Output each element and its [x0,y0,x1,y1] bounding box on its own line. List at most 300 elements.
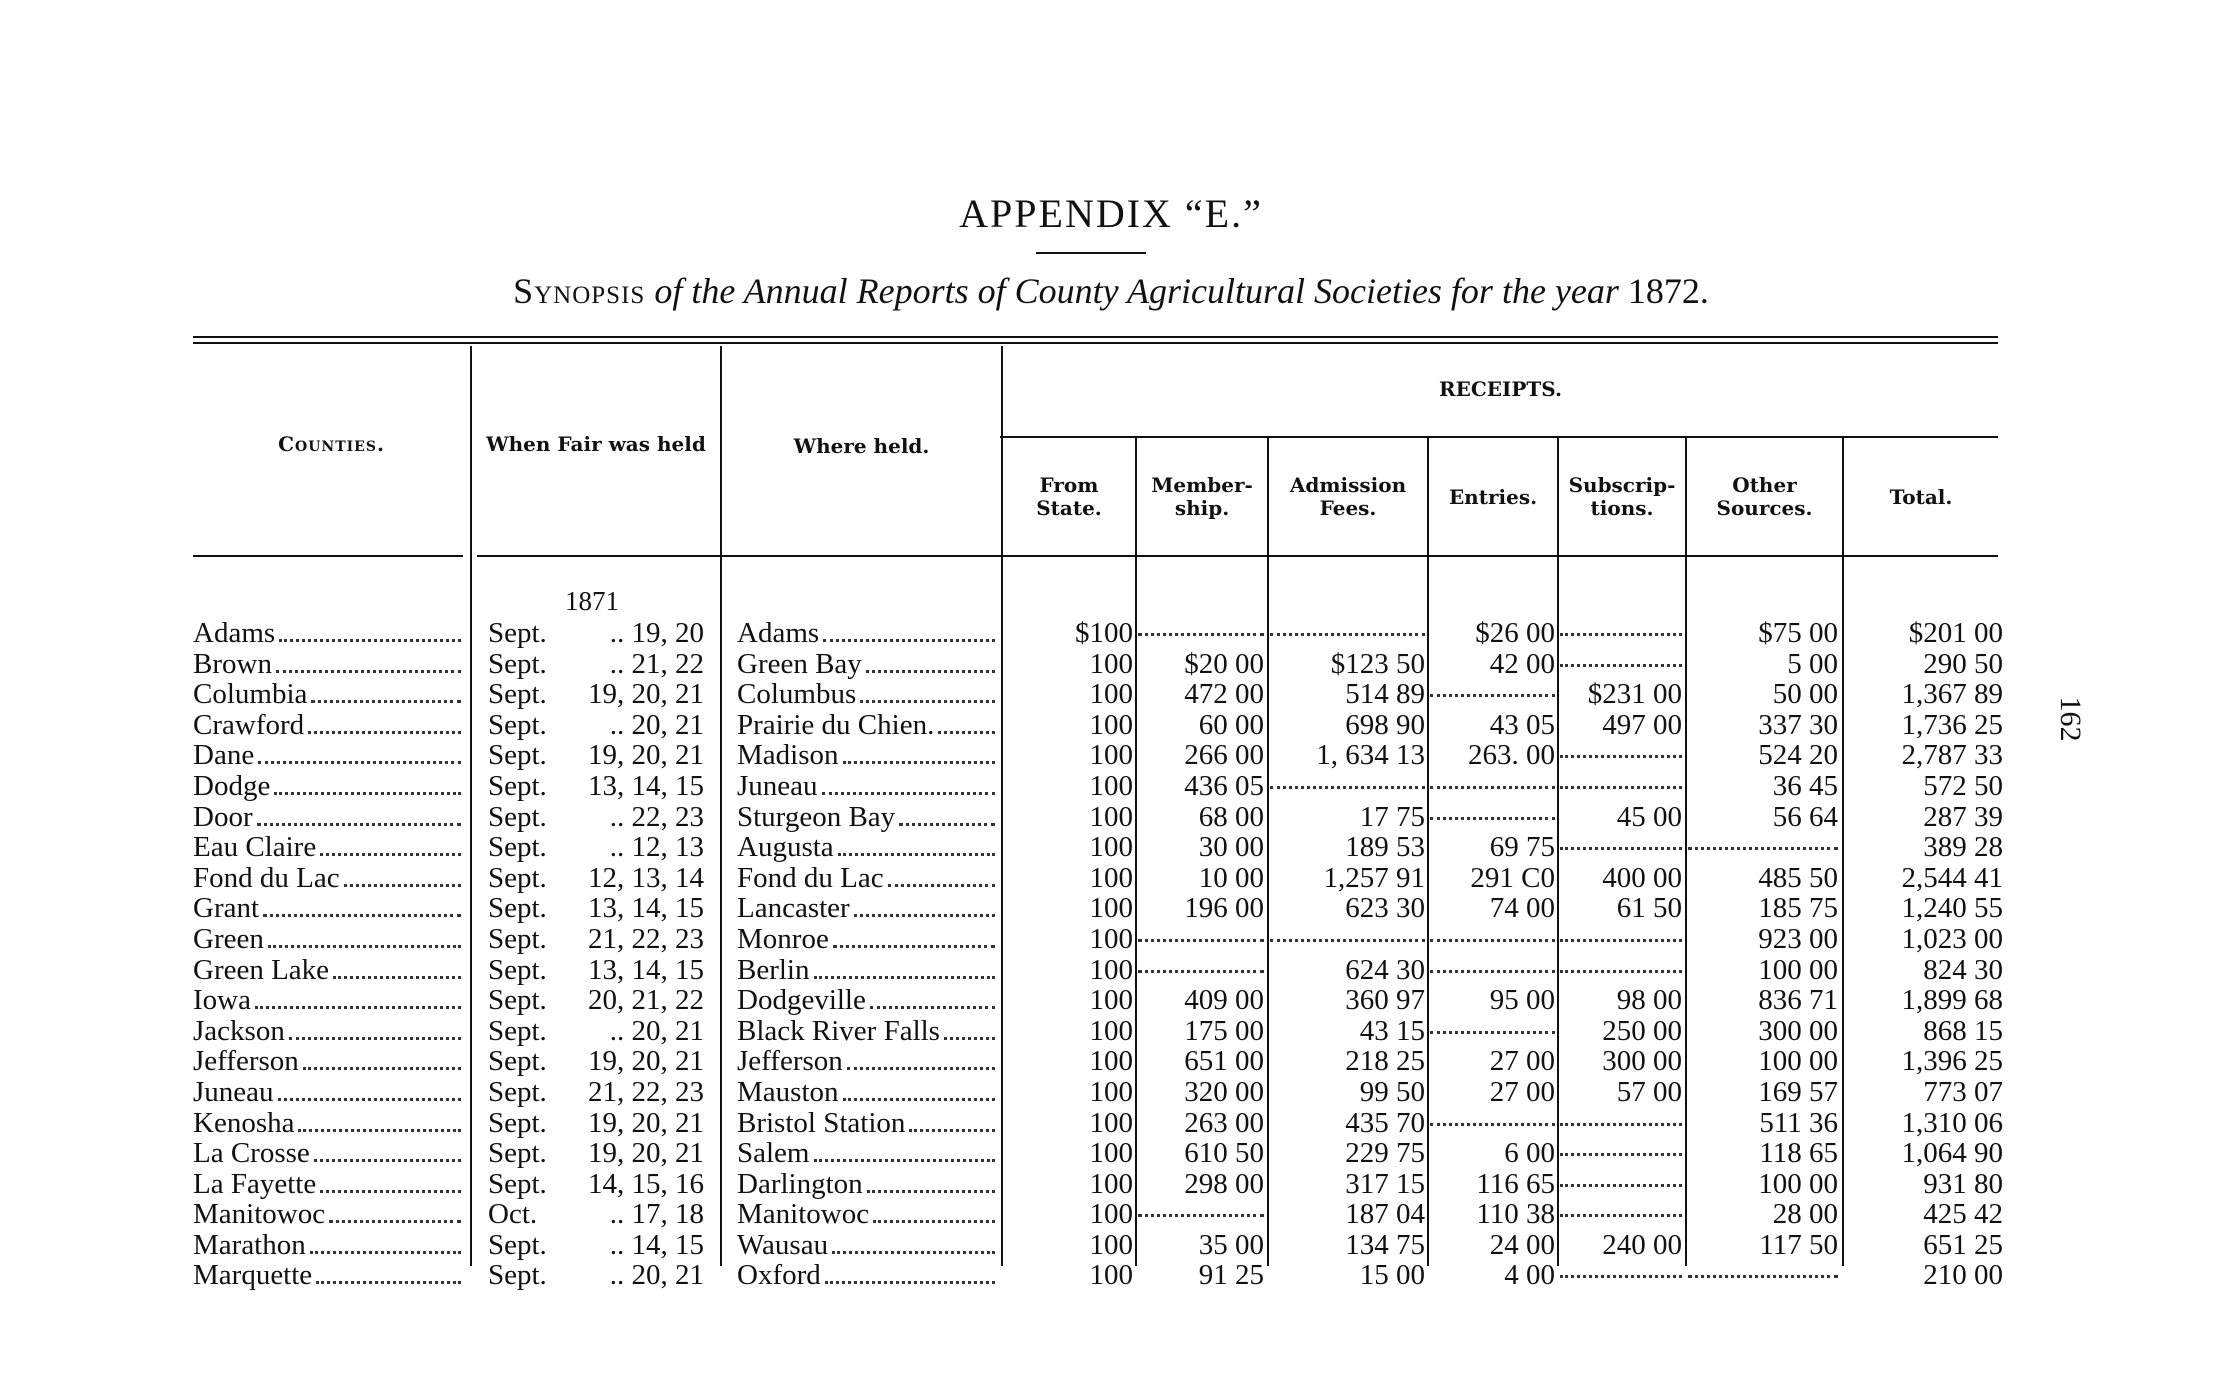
where-held-cell [737,832,999,864]
admission-cell: 43 15 [1359,1015,1425,1047]
header-other-line2: Sources. [1716,496,1813,520]
from-state-cell: 100 [1089,923,1133,955]
fair-month-cell: Sept. [488,1015,547,1047]
total-cell: 1,899 68 [1901,985,2003,1016]
header-admission-line1: Admission [1289,473,1407,497]
fair-days-cell: 13, 14, 15 [588,954,704,986]
table-row [0,863,2222,894]
subscriptions-cell-empty [1560,832,1682,863]
where-held-cell-text: Madison [737,740,839,772]
subscriptions-cell-empty [1560,1260,1682,1291]
from-state-cell: 100 [1089,1199,1133,1230]
membership-cell-empty [1138,924,1264,955]
fair-days-cell: 14, 15, 16 [588,1168,704,1200]
fair-days-cell: .. 14, 15 [609,1229,704,1261]
where-held-cell-text: Mauston [737,1076,839,1108]
where-held-cell [737,985,999,1017]
admission-cell: 17 75 [1359,801,1425,833]
other-sources-cell: 100 00 [1758,1168,1838,1200]
county-cell [193,924,465,956]
entries-cell: 27 00 [1489,1046,1555,1077]
where-held-cell-text: Lancaster [737,893,850,925]
membership-cell: 30 00 [1198,832,1264,863]
dot-leader [308,731,461,734]
county-cell-text: Kenosha [193,1107,295,1139]
fair-days-cell: .. 20, 21 [609,1015,704,1047]
fair-days-cell: 19, 20, 21 [588,1107,704,1139]
admission-cell: 99 50 [1359,1076,1425,1108]
table-row [0,1199,2222,1230]
admission-cell: 218 25 [1345,1046,1425,1077]
table-row [0,832,2222,863]
dot-leader [866,670,995,673]
from-state-cell: 100 [1089,801,1133,833]
header-membership [1137,474,1267,520]
entries-cell-empty [1430,1108,1555,1139]
total-cell: 1,064 90 [1901,1138,2003,1169]
fair-days-cell: .. 17, 18 [609,1199,704,1230]
where-held-cell [737,924,999,956]
subscriptions-cell: 300 00 [1602,1046,1682,1077]
from-state-cell: 100 [1089,1046,1133,1077]
fair-days-cell: .. 20, 21 [609,1260,704,1292]
where-held-cell [737,1108,999,1140]
county-cell [193,618,465,650]
dot-leader [873,1220,995,1223]
dot-leader [833,945,995,948]
where-held-cell [737,1138,999,1170]
fair-days-cell: 19, 20, 21 [588,679,704,710]
fair-month-cell: Oct. [488,1199,538,1230]
admission-cell-empty [1270,618,1425,649]
table-top-rule [193,336,1998,338]
where-held-cell [737,740,999,772]
dot-leader [822,792,995,795]
entries-cell: 69 75 [1489,832,1555,863]
fair-days-cell: .. 21, 22 [609,648,704,680]
admission-cell: 1, 634 13 [1316,740,1425,771]
dot-leader [255,1006,461,1009]
header-counties: Counties. [278,432,385,456]
dot-leader [298,1129,461,1132]
subscriptions-cell-empty [1560,649,1682,680]
fair-month-cell: Sept. [488,862,547,894]
total-cell: 1,396 25 [1901,1046,2003,1077]
entries-cell-empty [1430,771,1555,802]
county-cell [193,1077,465,1109]
fair-month-cell: Sept. [488,954,547,986]
other-sources-cell: 185 75 [1758,893,1838,924]
subscriptions-cell-empty [1560,924,1682,955]
where-held-cell [737,893,999,925]
where-held-cell [737,955,999,987]
where-held-cell-text: Fond du Lac [737,862,884,894]
dot-leader [838,853,995,856]
where-held-cell [737,1077,999,1109]
county-cell-text: Brown [193,648,272,680]
title-underline [1036,252,1146,254]
header-entries: Entries. [1448,485,1538,509]
admission-cell: 189 53 [1345,832,1425,863]
where-held-cell-text: Augusta [737,832,834,864]
header-total: Total. [1889,485,1953,509]
fair-days-cell: 13, 14, 15 [588,770,704,802]
dot-leader [314,1159,461,1162]
other-sources-cell: 117 50 [1759,1229,1838,1261]
total-cell: 1,367 89 [1901,679,2003,710]
dot-leader [814,976,996,979]
admission-cell-empty [1270,771,1425,802]
entries-cell: 42 00 [1489,648,1555,680]
from-state-cell: 100 [1089,1076,1133,1108]
table-row [0,649,2222,680]
header-when-held: When Fair was held [486,432,706,456]
other-sources-cell: 169 57 [1758,1076,1838,1108]
header-subscriptions [1559,474,1685,520]
subtitle-italic: of the Annual Reports of County Agricultural Societies for the year [654,271,1619,311]
county-cell [193,1230,465,1262]
entries-cell: 6 00 [1504,1138,1555,1169]
membership-cell: 409 00 [1184,985,1264,1016]
county-cell-text: Manitowoc [193,1199,326,1231]
where-held-cell-text: Columbus [737,679,857,711]
total-cell: 773 07 [1923,1076,2003,1108]
membership-cell: 35 00 [1198,1229,1264,1261]
entries-cell-empty [1430,802,1555,833]
fair-month-cell: Sept. [488,1229,547,1261]
fair-days-cell: 19, 20, 21 [588,1046,704,1077]
fair-days-cell: 21, 22, 23 [588,923,704,955]
year-label: 1871 [565,586,619,616]
fair-days-cell: 20, 21, 22 [588,985,704,1016]
total-cell: 425 42 [1923,1199,2003,1230]
total-cell: 2,544 41 [1901,862,2003,894]
county-cell [193,1016,465,1048]
total-cell: 868 15 [1923,1015,2003,1047]
header-bottom-rule [477,555,1998,557]
total-cell: 389 28 [1923,832,2003,863]
admission-cell: 435 70 [1345,1107,1425,1139]
entries-cell: 291 C0 [1470,862,1555,894]
other-sources-cell: 118 65 [1759,1138,1838,1169]
county-cell-text: La Crosse [193,1138,310,1170]
where-held-cell [737,1046,999,1078]
county-cell [193,1108,465,1140]
subtitle-lead: Synopsis [513,271,646,311]
membership-cell: 68 00 [1198,801,1264,833]
membership-cell: 196 00 [1184,893,1264,924]
subscriptions-cell-empty [1560,618,1682,649]
total-cell: 2,787 33 [1901,740,2003,771]
table-row [0,955,2222,986]
where-held-cell [737,1260,999,1292]
total-cell: 1,736 25 [1901,709,2003,741]
dot-leader [843,1098,996,1101]
county-cell-text: Jefferson [193,1046,299,1078]
entries-cell: 116 65 [1476,1168,1555,1200]
fair-month-cell: Sept. [488,832,547,863]
county-cell [193,1138,465,1170]
subscriptions-cell-empty [1560,955,1682,986]
table-body [0,586,2222,1292]
from-state-cell: 100 [1089,893,1133,924]
county-cell [193,893,465,925]
where-held-cell-text: Bristol Station [737,1107,906,1139]
fair-month-cell: Sept. [488,1168,547,1200]
dot-leader [899,823,995,826]
dot-leader [257,823,461,826]
subscriptions-cell: 45 00 [1616,801,1682,833]
admission-cell: 360 97 [1345,985,1425,1016]
where-held-cell-text: Wausau [737,1229,829,1261]
where-held-cell-text: Berlin [737,954,810,986]
table-row [0,1169,2222,1200]
fair-month-cell: Sept. [488,770,547,802]
dot-leader [268,945,461,948]
dot-leader [909,1129,995,1132]
membership-cell: 10 00 [1198,862,1264,894]
receipts-underline [1000,436,1998,438]
table-row [0,893,2222,924]
dot-leader [263,914,461,917]
subscriptions-cell: $231 00 [1587,679,1682,710]
dot-leader [888,884,995,887]
county-cell-text: Columbia [193,679,308,711]
table-row [0,771,2222,802]
county-cell-text: Juneau [193,1076,274,1108]
header-from-state-line1: From [1039,473,1099,497]
admission-cell: 229 75 [1345,1138,1425,1169]
admission-cell: 187 04 [1345,1199,1425,1230]
from-state-cell: 100 [1089,954,1133,986]
dot-leader [823,639,995,642]
total-cell: 290 50 [1923,648,2003,680]
other-sources-cell: 5 00 [1787,648,1838,680]
header-membership-line2: ship. [1174,496,1230,520]
membership-cell: 320 00 [1184,1076,1264,1108]
from-state-cell: 100 [1089,985,1133,1016]
county-cell-text: La Fayette [193,1168,317,1200]
where-held-cell-text: Monroe [737,923,829,955]
subscriptions-cell: 250 00 [1602,1015,1682,1047]
from-state-cell: 100 [1089,1229,1133,1261]
table-row [0,679,2222,710]
dot-leader [316,1281,461,1284]
membership-cell: 610 50 [1184,1138,1264,1169]
fair-month-cell: Sept. [488,1076,547,1108]
other-sources-cell: $75 00 [1758,618,1838,649]
county-cell-text: Dane [193,740,255,772]
from-state-cell: 100 [1089,679,1133,710]
membership-cell: 266 00 [1184,740,1264,771]
dot-leader [276,670,461,673]
county-cell [193,740,465,772]
county-cell-text: Door [193,801,253,833]
where-held-cell-text: Black River Falls [737,1015,940,1047]
dot-leader [867,1190,995,1193]
dot-leader [860,700,995,703]
fair-month-cell: Sept. [488,709,547,741]
table-row [0,1260,2222,1291]
from-state-cell: 100 [1089,1168,1133,1200]
where-held-cell [737,802,999,834]
where-held-cell-text: Jefferson [737,1046,843,1078]
dot-leader [814,1159,996,1162]
fair-days-cell: 21, 22, 23 [588,1076,704,1108]
dot-leader [274,792,461,795]
from-state-cell: 100 [1089,1015,1133,1047]
table-row [0,985,2222,1016]
where-held-cell-text: Oxford [737,1260,821,1292]
where-held-cell-text: Prairie du Chien. [737,709,935,741]
where-held-cell [737,649,999,681]
appendix-title: APPENDIX “E.” [959,191,1263,236]
where-held-cell [737,679,999,711]
dot-leader [320,853,461,856]
membership-cell: 436 05 [1184,770,1264,802]
table-row [0,1016,2222,1047]
where-held-cell [737,863,999,895]
subscriptions-cell-empty [1560,1169,1682,1200]
subscriptions-cell: 497 00 [1602,709,1682,741]
fair-month-cell: Sept. [488,801,547,833]
fair-month-cell: Sept. [488,740,547,771]
other-sources-cell: 524 20 [1758,740,1838,771]
from-state-cell: $100 [1075,618,1133,649]
header-subscriptions-line2: tions. [1590,496,1654,520]
table-row [0,802,2222,833]
dot-leader [847,1067,995,1070]
county-cell [193,955,465,987]
admission-cell: 624 30 [1345,954,1425,986]
entries-cell-empty [1430,924,1555,955]
subtitle-year: 1872. [1627,271,1709,311]
fair-days-cell: 12, 13, 14 [588,862,704,894]
fair-month-cell: Sept. [488,679,547,710]
admission-cell: 698 90 [1345,709,1425,741]
entries-cell-empty [1430,955,1555,986]
header-admission-fees [1269,474,1427,520]
county-cell [193,832,465,864]
fair-days-cell: .. 12, 13 [609,832,704,863]
county-cell-text: Green Lake [193,954,330,986]
fair-days-cell: 13, 14, 15 [588,893,704,924]
other-sources-cell-empty [1688,832,1838,863]
membership-cell: 91 25 [1198,1260,1264,1292]
county-cell [193,1046,465,1078]
admission-cell-empty [1270,924,1425,955]
entries-cell: 95 00 [1489,985,1555,1016]
total-cell: 824 30 [1923,954,2003,986]
dot-leader [825,1281,995,1284]
dot-leader [311,700,461,703]
fair-month-cell: Sept. [488,893,547,924]
fair-month-cell: Sept. [488,1046,547,1077]
total-cell: 572 50 [1923,770,2003,802]
where-held-cell-text: Salem [737,1138,810,1170]
fair-month-cell: Sept. [488,618,547,649]
county-cell-text: Grant [193,893,260,925]
county-cell [193,771,465,803]
subscriptions-cell-empty [1560,1108,1682,1139]
membership-cell-empty [1138,618,1264,649]
membership-cell: 175 00 [1184,1015,1264,1047]
from-state-cell: 100 [1089,740,1133,771]
other-sources-cell: 36 45 [1772,770,1838,802]
entries-cell-empty [1430,679,1555,710]
county-cell [193,679,465,711]
entries-cell: 110 38 [1476,1199,1555,1230]
dot-leader [333,976,461,979]
dot-leader [310,1251,461,1254]
total-cell: 287 39 [1923,801,2003,833]
from-state-cell: 100 [1089,648,1133,680]
table-row [0,1108,2222,1139]
entries-cell: 24 00 [1489,1229,1555,1261]
header-from-state-line2: State. [1036,496,1102,520]
dot-leader [854,914,995,917]
admission-cell: 317 15 [1345,1168,1425,1200]
dot-leader [944,1037,995,1040]
other-sources-cell: 836 71 [1758,985,1838,1016]
table-top-rule-2 [193,342,1998,344]
other-sources-cell: 485 50 [1758,862,1838,894]
header-where-held: Where held. [793,434,930,458]
other-sources-cell: 28 00 [1772,1199,1838,1230]
county-cell-text: Adams [193,618,276,649]
where-held-cell [737,1016,999,1048]
subscriptions-cell-empty [1560,771,1682,802]
county-cell-text: Marathon [193,1229,306,1261]
fair-month-cell: Sept. [488,1138,547,1169]
header-bottom-rule-counties [193,555,463,557]
subscriptions-cell: 61 50 [1616,893,1682,924]
admission-cell: 134 75 [1345,1229,1425,1261]
from-state-cell: 100 [1089,770,1133,802]
county-cell-text: Iowa [193,985,251,1017]
subscriptions-cell: 240 00 [1602,1229,1682,1261]
table-row [0,1077,2222,1108]
dot-leader [320,1190,461,1193]
entries-cell: 43 05 [1489,709,1555,741]
page-number: 162 [2054,696,2087,742]
membership-cell: 60 00 [1198,709,1264,741]
total-cell: 1,023 00 [1901,923,2003,955]
total-cell: 1,240 55 [1901,893,2003,924]
subscriptions-cell: 57 00 [1616,1076,1682,1108]
other-sources-cell: 300 00 [1758,1015,1838,1047]
fair-days-cell: 19, 20, 21 [588,740,704,771]
county-cell [193,649,465,681]
where-held-cell-text: Green Bay [737,648,862,680]
admission-cell: 514 89 [1345,679,1425,710]
subscriptions-cell-empty [1560,740,1682,771]
dot-leader [832,1251,995,1254]
other-sources-cell: 100 00 [1758,954,1838,986]
where-held-cell-text: Adams [737,618,820,649]
membership-cell: 263 00 [1184,1107,1264,1139]
dot-leader [303,1067,461,1070]
total-cell: $201 00 [1908,618,2003,649]
table-subtitle [0,270,2222,312]
table-row [0,1138,2222,1169]
county-cell-text: Fond du Lac [193,862,340,894]
county-cell [193,1199,465,1231]
where-held-cell-text: Dodgeville [737,985,866,1017]
subscriptions-cell: 98 00 [1616,985,1682,1016]
other-sources-cell: 56 64 [1772,801,1838,833]
membership-cell: 472 00 [1184,679,1264,710]
